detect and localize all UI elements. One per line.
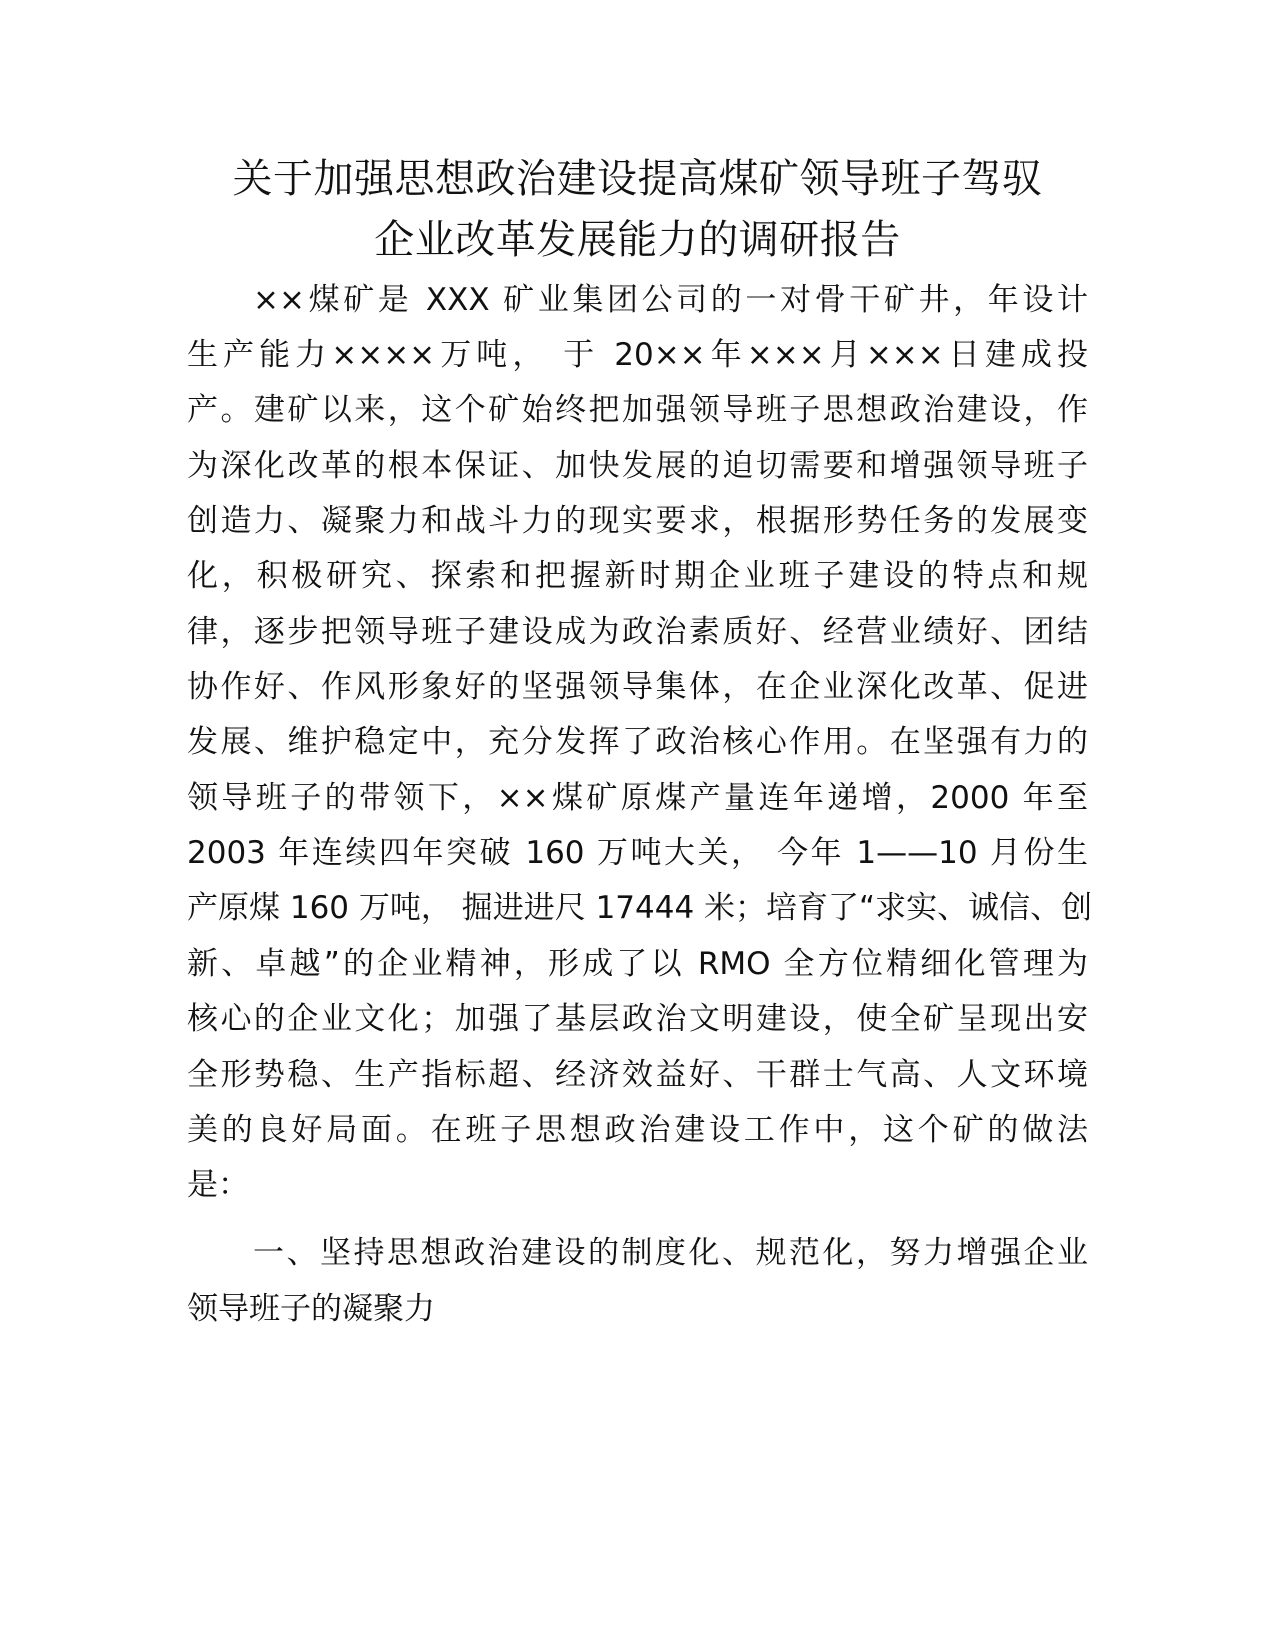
paragraph-line: 美的良好局面。在班子思想政治建设工作中，这个矿的做法 <box>187 1112 1088 1148</box>
paragraph-line: 为深化改革的根本保证、加快发展的迫切需要和增强领导班子 <box>187 448 1088 484</box>
paragraph-line: 创造力、凝聚力和战斗力的现实要求，根据形势任务的发展变 <box>187 503 1088 539</box>
paragraph-line: 核心的企业文化；加强了基层政治文明建设，使全矿呈现出安 <box>187 1001 1088 1037</box>
paragraph-line: 是： <box>187 1167 249 1203</box>
section-heading-line-1: 一、坚持思想政治建设的制度化、规范化，努力增强企业 <box>253 1235 1088 1271</box>
paragraph-line: 发展、维护稳定中，充分发挥了政治核心作用。在坚强有力的 <box>187 724 1088 760</box>
paragraph-line: 产原煤 160 万吨， 掘进进尺 17444 米；培育了“求实、诚信、创 <box>187 890 1093 926</box>
paragraph-line: ××煤矿是 XXX 矿业集团公司的一对骨干矿井，年设计 <box>253 282 1088 318</box>
paragraph-line: 全形势稳、生产指标超、经济效益好、干群士气高、人文环境 <box>187 1057 1088 1093</box>
paragraph-line: 生产能力××××万吨， 于 20××年×××月×××日建成投 <box>187 337 1088 373</box>
paragraph-line: 领导班子的带领下，××煤矿原煤产量连年递增，2000 年至 <box>187 780 1088 816</box>
paragraph-line: 律，逐步把领导班子建设成为政治素质好、经营业绩好、团结 <box>187 614 1088 650</box>
paragraph-line: 新、卓越”的企业精神，形成了以 RMO 全方位精细化管理为 <box>187 946 1088 982</box>
document-title-line-2: 企业改革发展能力的调研报告 <box>374 217 901 263</box>
paragraph-line: 化，积极研究、探索和把握新时期企业班子建设的特点和规 <box>187 558 1088 594</box>
paragraph-line: 2003 年连续四年突破 160 万吨大关， 今年 1——10 月份生 <box>187 835 1088 871</box>
document-title-line-1: 关于加强思想政治建设提高煤矿领导班子驾驭 <box>232 156 1043 202</box>
section-heading-line-2: 领导班子的凝聚力 <box>187 1291 435 1327</box>
paragraph-line: 产。建矿以来，这个矿始终把加强领导班子思想政治建设，作 <box>187 392 1088 428</box>
paragraph-line: 协作好、作风形象好的坚强领导集体，在企业深化改革、促进 <box>187 669 1088 705</box>
